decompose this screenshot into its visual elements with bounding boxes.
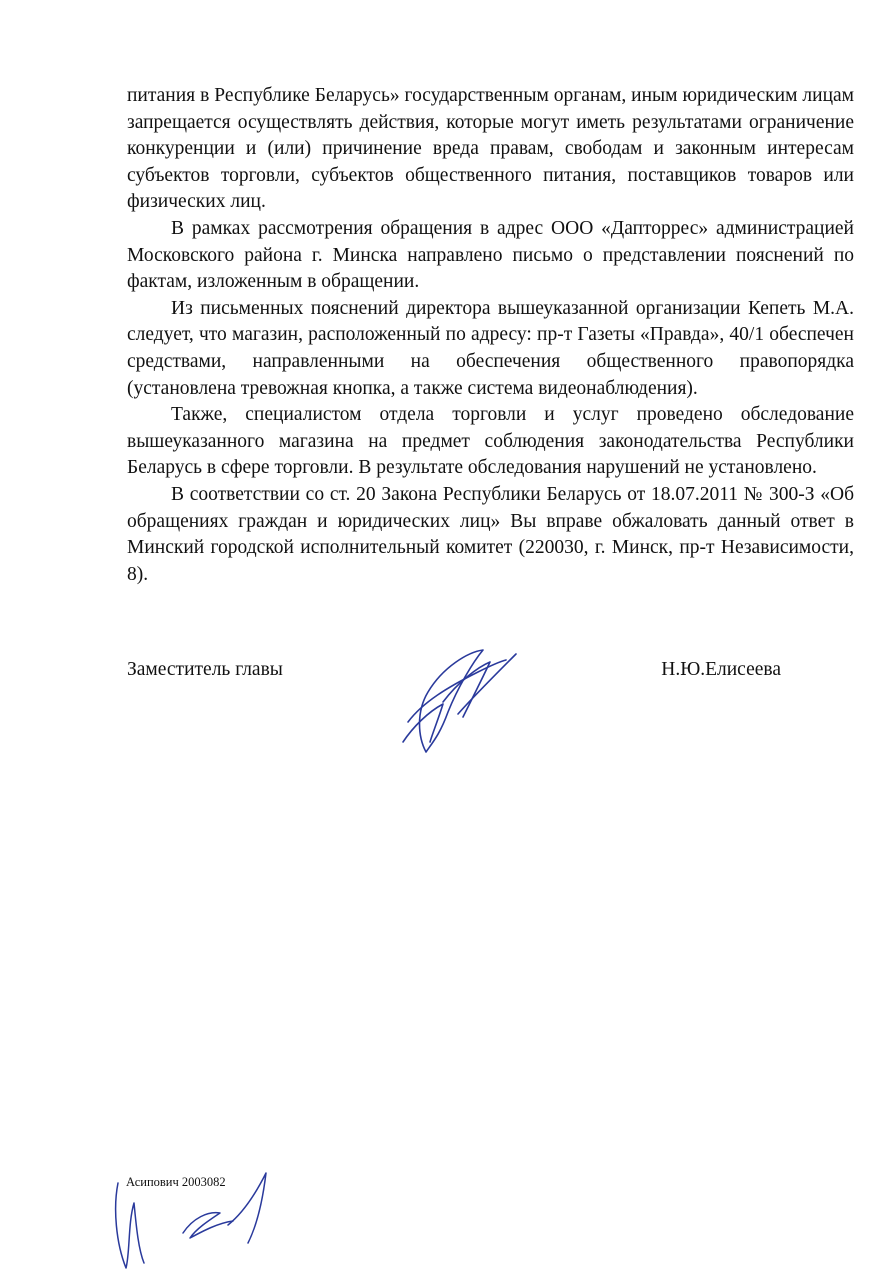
letter-body bbox=[127, 83, 854, 588]
handwritten-signature bbox=[388, 642, 528, 757]
paragraph-explanations: Из письменных пояснений директора вышеуказанной организации Кепеть М.А. следует, что магазин, расположенный по адресу: пр-т Газеты «Правда», 40/1 обеспечен средствами, направленными на обеспечения общественного правопорядка (установлена тревожная кнопка, а также система видеонаблюдения). bbox=[127, 297, 854, 399]
signer-title: Заместитель главы bbox=[127, 659, 283, 680]
signer-name: Н.Ю.Елисеева bbox=[661, 659, 781, 680]
executor-note: Асипович 2003082 bbox=[126, 1175, 226, 1189]
paragraph-inspection: Также, специалистом отдела торговли и услуг проведено обследование вышеуказанного магазина на предмет соблюдения законодательства Республики Беларусь в сфере торговли. В результате обследования нарушений не установлено. bbox=[127, 404, 854, 479]
paragraph-review: В рамках рассмотрения обращения в адрес ООО «Дапторрес» администрацией Московского района г. Минска направлено письмо о представлении пояснений по фактам, изложенным в обращении. bbox=[127, 217, 854, 293]
paragraph-appeal: В соответствии со ст. 20 Закона Республики Беларусь от 18.07.2011 № 300-З «Об обращениях граждан и юридических лиц» Вы вправе обжаловать данный ответ в Минский городской исполнительный комитет (220030, г. Минск, пр-т Независимости, 8). bbox=[127, 483, 854, 585]
handwritten-initials bbox=[108, 1163, 278, 1275]
paragraph-continuation: питания в Республике Беларусь» государственным органам, иным юридическим лицам запрещается осуществлять действия, которые могут иметь результатами ограничение конкуренции и (или) причинение вреда правам, свободам и законным интересам субъектов торговли, субъектов общественного питания, поставщиков товаров или физических лиц. bbox=[127, 85, 854, 213]
